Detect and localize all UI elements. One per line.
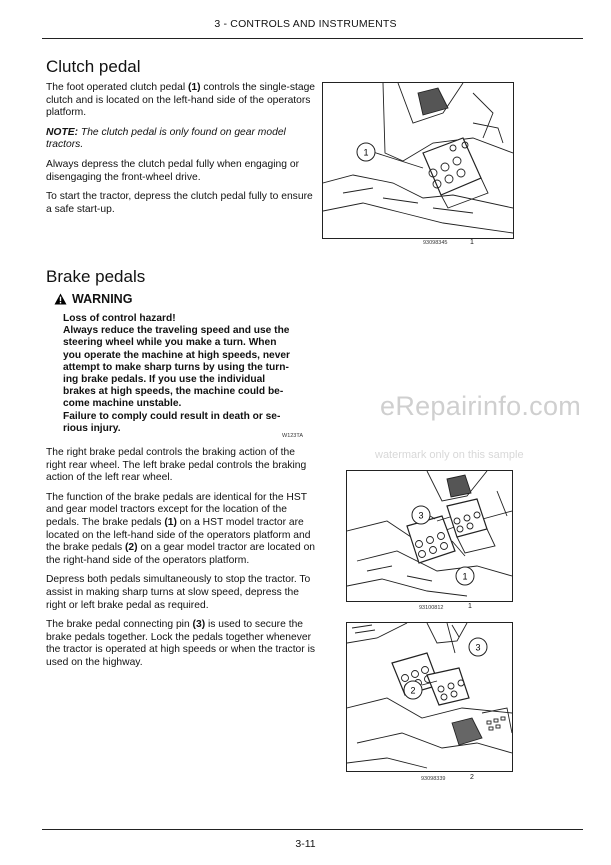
clutch-para-3: To start the tractor, depress the clutch pedal fully to ensure a safe start-up.: [46, 191, 313, 215]
clutch-text: [46, 82, 316, 216]
brake-para-4: The brake pedal connecting pin (3) is used to secure the brake pedals together. Lock the pedals together whenever the tractor is operated at high speeds or when the tractor is used on the highway.: [46, 619, 316, 668]
warning-icon: [54, 293, 67, 305]
page-number: 3-11: [295, 838, 316, 850]
warning-heading: [54, 292, 132, 306]
footer-rule: [42, 829, 583, 830]
watermark: eRepairinfo.com: [380, 391, 582, 421]
brake-fig1-number: 1: [468, 603, 472, 610]
brake-fig1-callout-3: 3: [418, 510, 424, 521]
page-header: 3 - CONTROLS AND INSTRUMENTS: [214, 18, 397, 30]
brake-fig2-number: 2: [470, 774, 474, 781]
brake-para-3: Depress both pedals simultaneously to stop the tractor. To assist in making sharp turns at slow speed, depress the right or left brake pedal as required.: [46, 574, 311, 611]
warning-line: Loss of control hazard!: [63, 313, 176, 324]
header-rule: [42, 38, 583, 39]
brake-fig2-callout-3: 3: [475, 642, 481, 653]
brake-illustration-1: [347, 471, 512, 601]
brake-illustration-2: [347, 623, 512, 771]
clutch-para-2: Always depress the clutch pedal fully when engaging or disengaging the front-wheel drive.: [46, 158, 299, 183]
brake-figure-1: [346, 470, 513, 602]
clutch-fig-code: 93098345: [423, 240, 448, 246]
warning-line: brakes at high speeds, the machine could be-: [63, 386, 284, 398]
warning-line: attempt to make sharp turns by using the turn-: [63, 361, 289, 373]
watermark-sub: watermark only on this sample: [375, 449, 524, 461]
warning-line: Always reduce the traveling speed and use the: [63, 325, 290, 337]
clutch-para-1: The foot operated clutch pedal (1) controls the single-stage clutch and is located on the left-hand side of the operators platform.: [46, 82, 316, 119]
brake-fig2-callout-2: 2: [410, 685, 416, 696]
brake-title: Brake pedals: [46, 267, 146, 286]
brake-figure-2: [346, 622, 513, 772]
warning-line: steering wheel while you make a turn. When: [63, 337, 277, 349]
clutch-fig-number: 1: [470, 239, 474, 246]
brake-fig1-code: 93100812: [419, 605, 444, 611]
clutch-note: NOTE: The clutch pedal is only found on gear model tractors.: [46, 126, 286, 151]
brake-fig1-callout-1: 1: [462, 571, 468, 582]
warning-code: W123TA: [282, 433, 303, 439]
warning-text: [63, 313, 295, 435]
clutch-figure: [322, 82, 514, 239]
warning-line: Failure to comply could result in death or se-: [63, 410, 281, 422]
warning-line: come machine unstable.: [63, 398, 182, 410]
clutch-title: Clutch pedal: [46, 57, 141, 76]
brake-para-1: The right brake pedal controls the braking action of the right rear wheel. The left brake pedal controls the braking action of the left rear wheel.: [46, 447, 307, 484]
warning-line: ing brake pedals. If you use the individual: [63, 374, 266, 386]
warning-line: rious injury.: [63, 422, 121, 434]
brake-para-2: The function of the brake pedals are identical for the HST and gear model tractors except for the location of the pedals. The brake pedals (1) on a HST model tractor are located on the left-hand side of the operators platform and the brake pedals (2) on a gear model tractor are located on the right-hand side of the operators platform.: [46, 491, 316, 566]
warning-line: you operate the machine at high speeds, never: [63, 349, 291, 361]
clutch-callout-1: 1: [363, 147, 369, 158]
brake-fig2-code: 93098339: [421, 776, 446, 782]
warning-label: WARNING: [72, 292, 133, 306]
brake-text: [46, 447, 316, 670]
clutch-illustration: [323, 83, 513, 238]
